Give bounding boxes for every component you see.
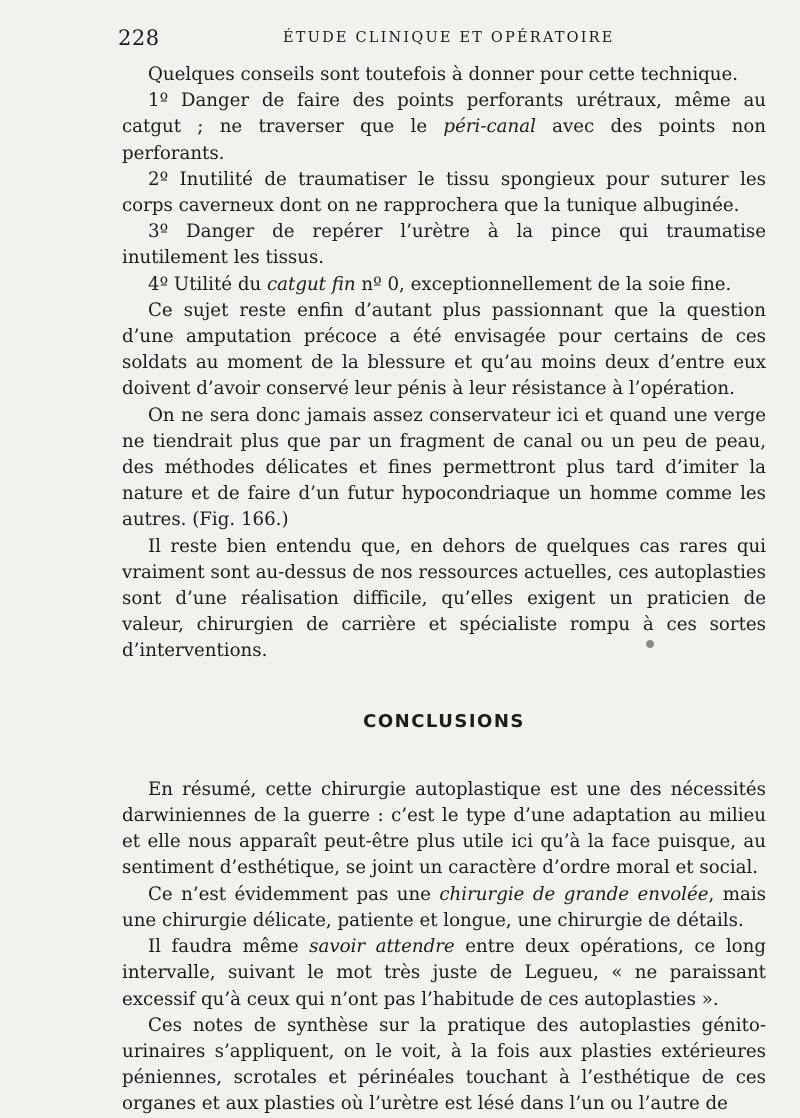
italic-text: chirurgie de grande envolée: [439, 883, 709, 905]
paragraph: [122, 219, 766, 271]
text-segment: 4º Utilité du: [148, 273, 267, 295]
paragraph: [122, 62, 766, 88]
text-segment: Il faudra même: [148, 936, 310, 958]
text-before-heading: [122, 62, 766, 665]
text-segment: En résumé, cette chirurgie autoplastique est une des nécessités darwiniennes de la guerre : c’est le type d’une adaptation au milieu et elle nous apparaît peut-être plus utile ici qu’à la face puisque, au sentiment d’esthétique, se joint un caractère d’ordre moral et social.: [122, 778, 766, 879]
paragraph: [122, 1013, 766, 1118]
text-segment: Ce sujet reste enfin d’autant plus passionnant que la question d’une amputation précoce a été envisagée pour certains de ces soldats au moment de la blessure et qu’au moins deux d’entre eux doivent d’avoir conservé leur pénis à leur résistance à l’opération.: [122, 299, 766, 400]
text-segment: , mais une chirurgie délicate, patiente et longue, une chirurgie de détails.: [122, 883, 766, 931]
text-segment: Ces notes de synthèse sur la pratique des autoplasties génito-urinaires s’appliquent, on le voit, à la fois aux plasties extérieures péniennes, scrotales et périnéales touchant à l’esthétique de ces organes et aux plasties où l’urètre est lésé dans l’un ou l’autre de: [122, 1014, 766, 1115]
italic-text: catgut fin: [266, 273, 356, 295]
text-segment: entre deux opérations, ce long intervalle, suivant le mot très juste de Legueu, « ne paraissant excessif qu’à ceux qui n’ont pas l’habitude de ces autoplasties ».: [122, 936, 766, 1010]
ornament-mark: [646, 640, 654, 648]
paragraph: [122, 777, 766, 882]
italic-text: péri-canal: [443, 116, 536, 138]
text-after-heading: [122, 777, 766, 1118]
text-segment: 2º Inutilité de traumatiser le tissu spongieux pour suturer les corps caverneux dont on ne rapprochera que la tunique albuginée.: [122, 168, 766, 217]
paragraph: [122, 298, 766, 403]
page-body: [122, 62, 766, 1118]
page-number: 228: [118, 26, 160, 50]
running-title: ÉTUDE CLINIQUE ET OPÉRATOIRE: [283, 30, 615, 46]
section-heading: CONCLUSIONS: [363, 710, 525, 732]
text-segment: avec des points non perforants.: [122, 116, 766, 164]
paragraph: [122, 534, 766, 665]
text-segment: Il reste bien entendu que, en dehors de quelques cas rares qui vraiment sont au-dessus de nos ressources actuelles, ces autoplasties sont d’une réalisation difficile, qu’elles exigent un praticien de valeur, chirurgien de carrière et spécialiste rompu à ces sortes d’interventions.: [122, 535, 766, 662]
text-segment: Quelques conseils sont toutefois à donner pour cette technique.: [148, 64, 739, 85]
italic-text: savoir attendre: [309, 936, 455, 958]
text-segment: Ce n’est évidemment pas une: [148, 883, 440, 905]
paragraph: [122, 882, 766, 934]
paragraph: [122, 272, 766, 298]
text-segment: 3º Danger de repérer l’urètre à la pince qui traumatise inutilement les tissus.: [122, 221, 766, 269]
text-segment: nº 0, exceptionnellement de la soie fine.: [355, 273, 732, 295]
paragraph: [122, 934, 766, 1013]
page-header: [118, 26, 770, 56]
paragraph: [122, 167, 766, 219]
text-segment: 1º Danger de faire des points perforants urétraux, même au catgut ; ne traverser que le: [122, 90, 766, 138]
text-segment: On ne sera donc jamais assez conservateur ici et quand une verge ne tiendrait plus que par un fragment de canal ou un peu de peau, des méthodes délicates et fines permettront plus tard d’imiter la nature et de faire d’un futur hypocondriaque un homme comme les autres. (Fig. 166.): [122, 404, 766, 531]
paragraph: [122, 403, 766, 534]
paragraph: [122, 88, 766, 167]
